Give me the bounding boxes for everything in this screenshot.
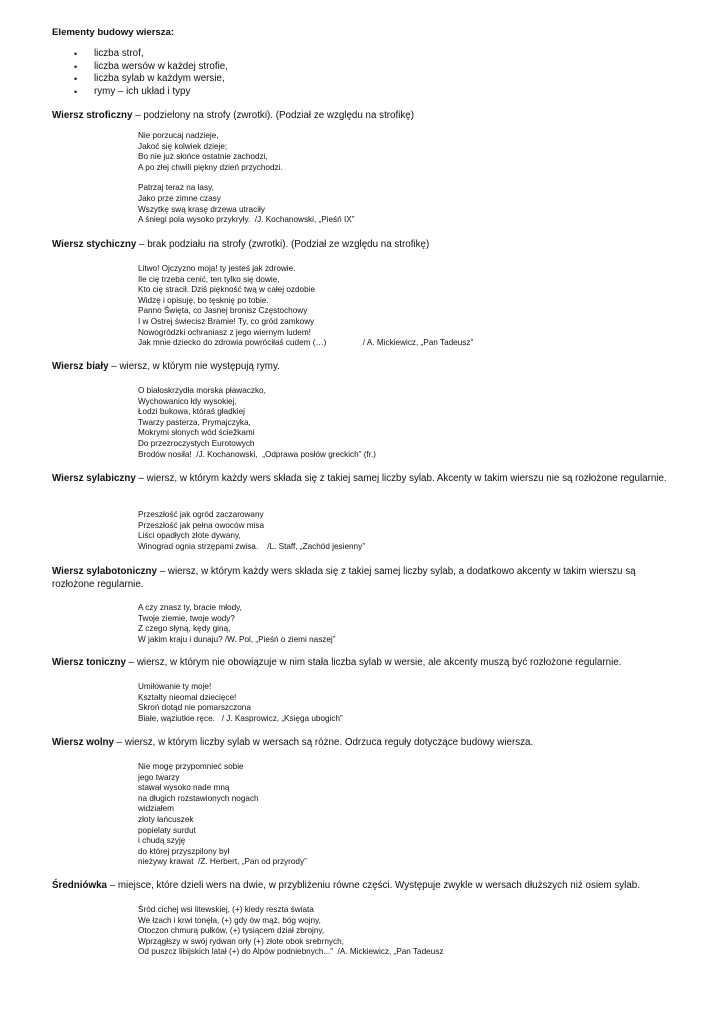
poem-line: Jakoć się kolwiek dzieje;: [138, 141, 228, 151]
section-heading-stroficzny: [52, 110, 677, 123]
poem-line: Kształty nieomal dziecięce!: [138, 692, 237, 702]
poem-line: Nowogródzki ochraniasz z jego wiernym ludem!: [138, 327, 311, 337]
poem-line: Śród cichej wsi litewskiej, (+) kiedy reszta świata: [138, 905, 314, 914]
poem-line: jego twarzy: [138, 772, 180, 782]
list-item: • liczba strof,: [52, 48, 228, 61]
poem-sylabiczny: [138, 510, 678, 552]
poem-line: Liści opadłych złote dywany,: [138, 531, 241, 541]
poem-sredniowka: [138, 905, 678, 958]
poem-line: Do przezroczystych Eurotowych: [138, 438, 255, 448]
poem-line: Twoje ziemie, twoje wody?: [138, 613, 235, 623]
poem-line: We łzach i krwi tonęła, (+) gdy ów mąż, bóg wojny,: [138, 915, 321, 925]
poem-line: Łodzi bukowa, któraś gładkiej: [138, 407, 245, 417]
poem-line: Winograd ognia strzępami zwisa. /L. Staff, „Zachód jesienny”: [138, 541, 365, 551]
poem-line: Z czego słyną, kędy giną,: [138, 624, 231, 634]
list-item: • liczba sylab w każdym wersie,: [52, 73, 228, 86]
poem-line: stawał wysoko nade mną: [138, 783, 230, 793]
section-heading-toniczny: [52, 657, 677, 670]
elements-list: [52, 48, 228, 98]
poem-line: I w Ostrej świecisz Bramie! Ty, co gród zamkowy: [138, 316, 315, 326]
poem-stroficzny: [138, 131, 678, 226]
poem-line: W jakim kraju i dunaju? /W. Pol, „Pieśń o ziemi naszej”: [138, 634, 336, 644]
poem-line: Umiłowanie ty moje!: [138, 682, 212, 691]
poem-line: Widzę i opisuję, bo tęsknię po tobie.: [138, 295, 269, 305]
list-item: • rymy – ich układ i typy: [52, 86, 228, 99]
poem-line: Otoczon chmurą pułków, (+) tysiącem dział zbrojny,: [138, 926, 325, 936]
section-term: Średniówka: [52, 880, 107, 891]
section-term: Wiersz wolny: [52, 737, 114, 748]
section-heading-sredniowka: [52, 880, 677, 893]
section-term: Wiersz stychiczny: [52, 239, 137, 250]
poem-line: A czy znasz ty, bracie młody,: [138, 603, 242, 612]
section-heading-sylabotoniczny: [52, 566, 677, 591]
poem-line: Patrzaj teraz na lasy,: [138, 183, 214, 193]
section-desc: – brak podziału na strofy (zwrotki). (Podział ze względu na strofikę): [136, 239, 430, 250]
poem-line: popielaty surdut: [138, 825, 196, 835]
poem-wolny: [138, 762, 678, 868]
poem-line: do której przyszpilony był: [138, 846, 230, 856]
page-title: Elementy budowy wiersza:: [52, 27, 175, 38]
poem-stychiczny: [138, 264, 678, 349]
poem-sylabotoniczny: [138, 603, 678, 645]
section-desc: – wiersz, w którym liczby sylab w wersach są różne. Odrzuca reguły dotyczące budowy wiersza.: [113, 737, 534, 748]
section-term: Wiersz toniczny: [52, 657, 126, 668]
poem-line: Nie mogę przypomnieć sobie: [138, 762, 244, 771]
section-term: Wiersz sylabiczny: [52, 473, 136, 484]
poem-bialy: [138, 386, 678, 460]
section-heading-stychiczny: [52, 239, 677, 252]
poem-line: Przeszłość jak pełna owoców misa: [138, 520, 265, 530]
poem-line: Jako prze zimne czasy: [138, 193, 221, 203]
section-desc: – wiersz, w którym każdy wers składa się z takiej samej liczby sylab. Akcenty w takim wierszu nie są rozłożone regularnie.: [135, 473, 667, 484]
poem-line: Kto cię stracił. Dziś piękność twą w całej ozdobie: [138, 285, 316, 295]
poem-line: Panno Święta, co Jasnej bronisz Częstochowy: [138, 306, 308, 316]
section-desc: – wiersz, w którym nie obowiązuje w nim stała liczba sylab w wersie, ale akcenty muszą być rozłożone regularnie.: [125, 657, 622, 668]
section-term: Wiersz biały: [52, 361, 109, 372]
poem-line: Litwo! Ojczyzno moja! ty jesteś jak zdrowie.: [138, 264, 296, 273]
poem-line: Przeszłość jak ogród zaczarowany: [138, 510, 264, 519]
section-heading-bialy: [52, 361, 677, 374]
poem-line: A śniegi pola wysoko przykryły. /J. Kochanowski, „Pieśń IX”: [138, 215, 355, 225]
section-desc: – wiersz, w którym każdy wers składa się z takiej samej liczby sylab, a dodatkowo akcenty w takim wierszu są rozłożone regularnie.: [52, 566, 636, 590]
poem-line: Jak mnie dziecko do zdrowia powróciłaś cudem (…) / A. Mickiewicz, „Pan Tadeusz”: [138, 338, 474, 348]
poem-line: Mokrymi słonych wód ściežkami: [138, 428, 255, 438]
section-term: Wiersz sylabotoniczny: [52, 566, 157, 577]
poem-line: O białoskrzydła morska pławaczko,: [138, 386, 266, 395]
section-desc: – wiersz, w którym nie występują rymy.: [108, 361, 280, 372]
poem-line: Twarzy pasterza, Prymajczyka,: [138, 417, 251, 427]
poem-line: Wychowanico łdy wysokiej,: [138, 396, 237, 406]
poem-line: i chudą szyję: [138, 836, 186, 846]
poem-line: Bo nie już słońce ostatnie zachodzi,: [138, 152, 268, 162]
poem-line: złoty łańcuszek: [138, 814, 194, 824]
stanza-gap: [138, 173, 678, 183]
poem-line: Skroń dotąd nie pomarszczona: [138, 703, 251, 713]
section-desc: – miejsce, które dzieli wers na dwie, w przybliżeniu równe części. Występuje zwykle w wersach dłuższych niż osiem sylab.: [107, 880, 640, 891]
section-heading-sylabiczny: [52, 473, 677, 486]
poem-line: Nie porzucaj nadzieje,: [138, 131, 219, 140]
poem-line: Brodów nosiła! /J. Kochanowski, „Odprawa posłów greckich” (fr.): [138, 449, 376, 459]
poem-line: Wprzągłszy w swój rydwan orły (+) złote obok srebrnych,: [138, 936, 344, 946]
poem-line: nieżywy krawat /Z. Herbert, „Pan od przyrody”: [138, 857, 307, 867]
section-desc: – podzielony na strofy (zwrotki). (Podział ze względu na strofikę): [132, 110, 415, 121]
section-heading-wolny: [52, 737, 677, 750]
list-item: • liczba wersów w każdej strofie,: [52, 61, 228, 74]
poem-line: na długich rozstawionych nogach: [138, 793, 259, 803]
poem-toniczny: [138, 682, 678, 724]
poem-line: Od puszcz libijskich latał (+) do Alpów podniebnych...” /A. Mickiewicz, „Pan Tadeusz: [138, 947, 444, 957]
poem-line: A po złej chwili piękny dzień przychodzi.: [138, 162, 283, 172]
poem-line: widziałem: [138, 804, 174, 814]
poem-line: Wszytkę swą krasę drzewa utraciły: [138, 204, 265, 214]
section-term: Wiersz stroficzny: [52, 110, 133, 121]
poem-line: Białe, wąziutkie ręce. / J. Kasprowicz, „Księga ubogich”: [138, 713, 343, 723]
poem-line: Ile cię trzeba cenić, ten tylko się dowie,: [138, 274, 280, 284]
